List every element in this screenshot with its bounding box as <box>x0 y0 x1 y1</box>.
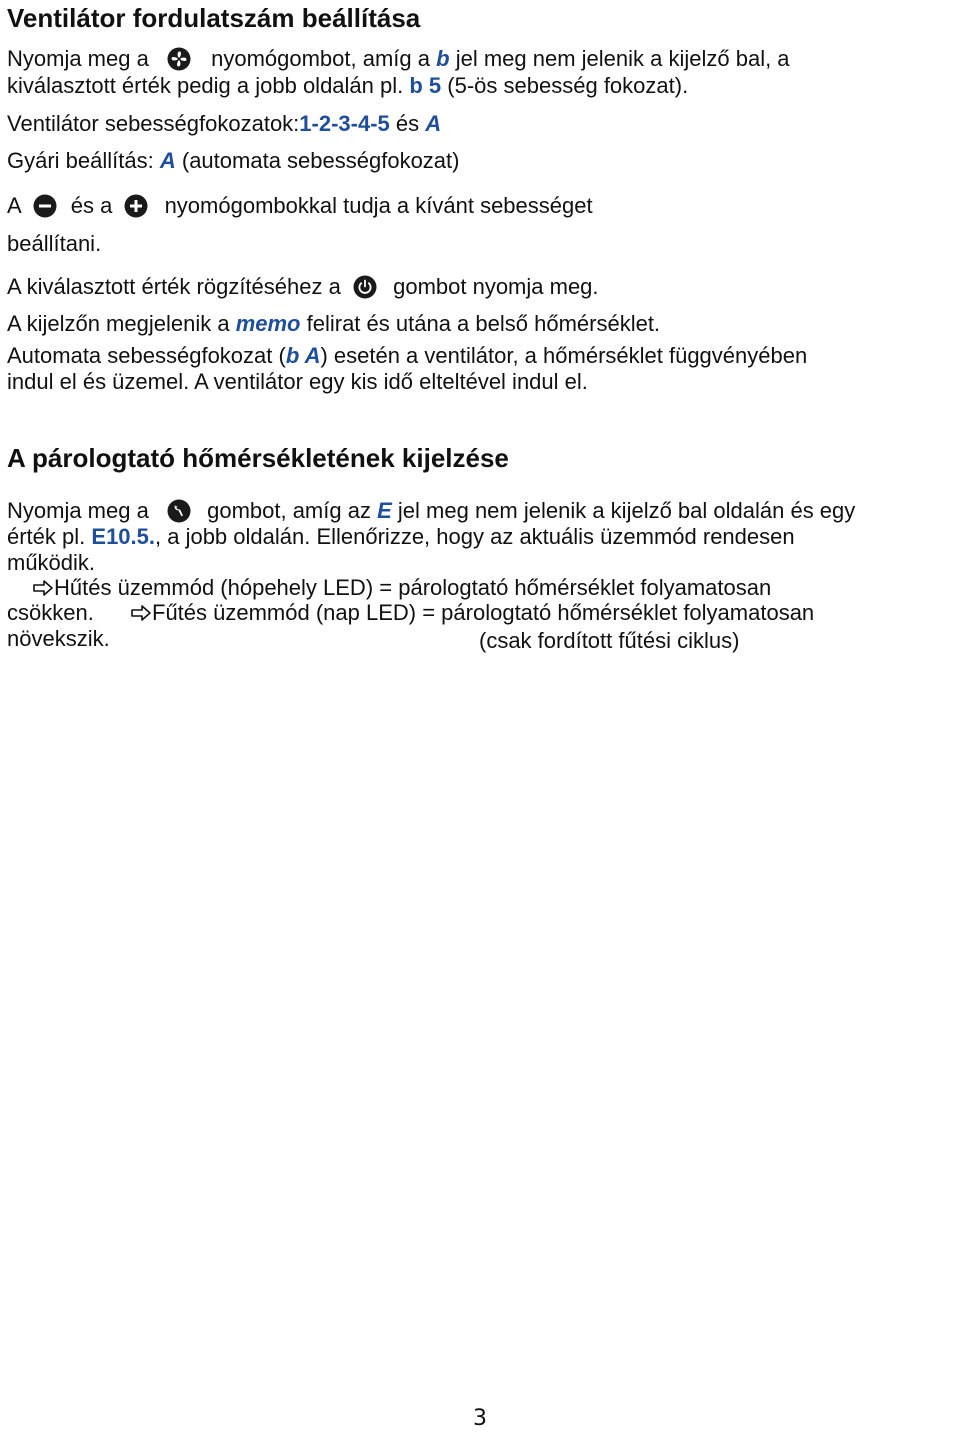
section-title-fan-speed: Ventilátor fordulatszám beállítása <box>7 3 421 33</box>
text: A kiválasztott érték rögzítéséhez a <box>7 274 341 299</box>
text: csökken. <box>7 600 94 625</box>
paragraph-line <box>7 498 855 524</box>
paragraph-line <box>7 311 660 337</box>
text: nyomógombot, amíg a <box>211 46 430 71</box>
text: jel meg nem jelenik a kijelző bal, a <box>455 46 790 71</box>
paragraph-line <box>7 343 807 369</box>
text: és a <box>70 193 113 218</box>
paragraph-line <box>7 46 790 72</box>
paragraph-line <box>7 193 593 219</box>
paragraph-line <box>7 524 795 550</box>
display-char-b: b <box>436 46 450 71</box>
display-char-e: E <box>377 498 392 523</box>
wrench-icon <box>167 499 191 523</box>
power-icon <box>353 275 377 299</box>
text: Fűtés üzemmód (nap LED) = párologtató hőmérséklet folyamatosan <box>152 600 815 625</box>
text: gombot nyomja meg. <box>393 274 599 299</box>
text: Nyomja meg a <box>7 498 149 523</box>
display-value: b A <box>285 343 321 368</box>
memo-word: memo <box>235 311 301 336</box>
paragraph-line <box>7 274 599 300</box>
paragraph-line <box>7 73 688 99</box>
text: (5-ös sebesség fokozat). <box>447 73 689 98</box>
text: , a jobb oldalán. Ellenőrizze, hogy az aktuális üzemmód rendesen <box>155 524 795 549</box>
speed-auto: A <box>425 111 442 136</box>
factory-auto: A <box>159 148 176 173</box>
cooling-mode-line <box>32 575 771 601</box>
paragraph-line <box>7 148 459 174</box>
speed-values: 1-2-3-4-5 <box>299 111 390 136</box>
text: kiválasztott érték pedig a jobb oldalán pl. <box>7 73 404 98</box>
minus-icon <box>33 194 57 218</box>
paragraph-line <box>7 600 94 626</box>
text: Ventilátor sebességfokozatok: <box>7 111 300 136</box>
display-value: E10.5. <box>91 524 155 549</box>
section-title-evaporator: A párologtató hőmérsékletének kijelzése <box>7 443 509 473</box>
text: (automata sebességfokozat) <box>181 148 460 173</box>
text: felirat és utána a belső hőmérséklet. <box>306 311 661 336</box>
text: érték pl. <box>7 524 86 549</box>
text: gombot, amíg az <box>207 498 371 523</box>
paragraph-line <box>7 111 441 137</box>
paragraph-line: beállítani. <box>7 231 102 256</box>
text: ) esetén a ventilátor, a hőmérséklet függvényében <box>320 343 808 368</box>
fan-icon <box>167 47 191 71</box>
display-value: b 5 <box>409 73 442 98</box>
text: nyomógombokkal tudja a kívánt sebességet <box>164 193 593 218</box>
text: Nyomja meg a <box>7 46 149 71</box>
arrow-right-icon <box>130 602 152 620</box>
text: jel meg nem jelenik a kijelző bal oldalán és egy <box>397 498 856 523</box>
paragraph-line: működik. <box>7 550 96 575</box>
page-number: 3 <box>473 1406 487 1431</box>
text: A <box>7 193 21 218</box>
text: A kijelzőn megjelenik a <box>7 311 230 336</box>
plus-icon <box>124 194 148 218</box>
text: Hűtés üzemmód (hópehely LED) = párologtató hőmérséklet folyamatosan <box>54 575 772 600</box>
paragraph-line: növekszik. <box>7 626 110 651</box>
text: Gyári beállítás: <box>7 148 154 173</box>
arrow-right-icon <box>32 577 54 595</box>
heating-mode-line <box>130 600 814 626</box>
text: Automata sebességfokozat ( <box>7 343 286 368</box>
paragraph-line: indul el és üzemel. A ventilátor egy kis idő elteltével indul el. <box>7 369 588 394</box>
heating-note: (csak fordított fűtési ciklus) <box>479 628 740 653</box>
text: és <box>395 111 420 136</box>
